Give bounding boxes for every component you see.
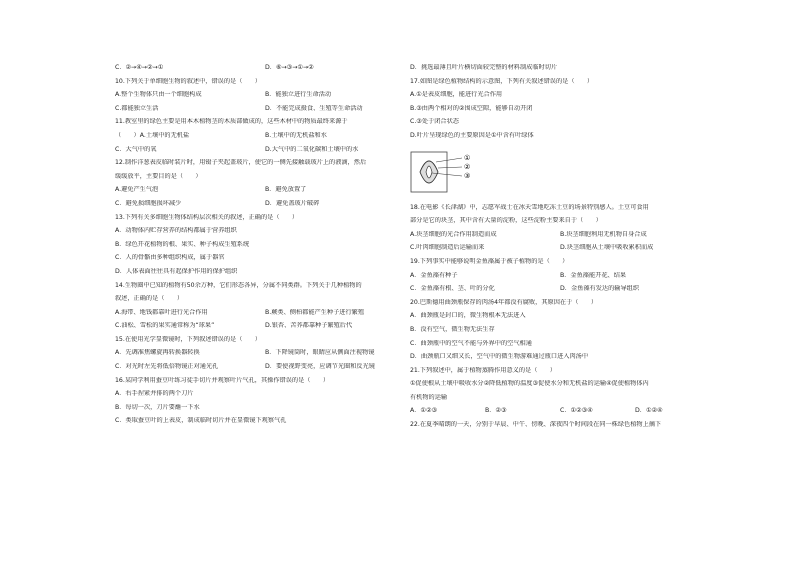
answer-option: D．要使视野变亮，应调节光圈和反光镜 xyxy=(265,363,375,371)
answer-option: C．金鱼藻有根、茎、叶的分化 xyxy=(410,285,495,293)
answer-option: A．①②③ xyxy=(410,407,438,415)
answer-option: D.银杏、苦荞都靠种子繁殖后代 xyxy=(265,322,353,330)
question-line: 13.下列有关多细胞生物体结构层次相关的叙述，正确的是（ ） xyxy=(115,213,299,221)
answer-option: B.块茎细胞利用无机物自身合成 xyxy=(560,230,647,238)
question-line: 22.在夏季晴朗的一天，分别于早晨、中午、傍晚、深夜四个时间段在同一株绿色植物上摘下 xyxy=(410,421,662,429)
question-line: D．挑选最薄且叶片横切面较完整的材料制成临时切片 xyxy=(410,64,558,71)
leaf-stomata-figure xyxy=(410,146,710,202)
right-column xyxy=(410,64,710,435)
answer-option: A.海带、地钱都靠叶进行光合作用 xyxy=(115,308,208,316)
answer-option: D.块茎细胞从土壤中吸收累积而成 xyxy=(560,244,654,252)
question-line: 20.巴斯德用曲颈瓶保存的肉汤4年都没有腐败，其原因在于（ ） xyxy=(410,298,598,306)
answer-option: C．对光时左先将低倍物镜正对通光孔 xyxy=(115,363,219,371)
answer-option: B．金鱼藻能开花、结果 xyxy=(560,271,627,279)
question-line: 部分是它的块茎，其中含有大量的淀粉，这些淀粉主要来自于（ ） xyxy=(410,217,602,225)
answer-option: C．②→④→②→① xyxy=(115,64,164,71)
answer-option: （ ）A.土壤中的无机盐 xyxy=(115,131,190,139)
question-line: D.叶片呈现绿色的主要原因是①中含有叶绿体 xyxy=(410,131,534,139)
question-line: 19.下列事实中能够说明金鱼藻属于被子植物的是（ ） xyxy=(410,257,569,265)
answer-option: D.大气中的二氧化碳和土壤中的水 xyxy=(265,145,359,153)
right-column-top xyxy=(410,64,710,146)
answer-option: B.土壤中的无机盐和水 xyxy=(265,131,327,139)
answer-option: C.都能独立生活 xyxy=(115,104,159,112)
answer-option: D．⑥→③→①→② xyxy=(265,64,314,71)
answer-option: B．②③ xyxy=(485,407,507,415)
option-row xyxy=(410,244,710,258)
question-line: 叙述，正确的是（ ） xyxy=(115,295,184,303)
question-line: D．人体表面往往具有起保护作用的保护组织 xyxy=(115,267,238,275)
question-line: 21.下列叙述中，属于植物蒸腾作用意义的是（ ） xyxy=(410,366,556,374)
figure-label-3: ③ xyxy=(464,171,471,180)
option-row xyxy=(115,91,415,105)
answer-option: B.蕨类、侧柏都能产生种子进行繁殖 xyxy=(265,308,365,316)
option-row xyxy=(115,363,415,377)
answer-option: A.块茎细胞的光合作用制造而成 xyxy=(410,230,497,238)
answer-option: D．避免盖玻片破碎 xyxy=(265,199,320,207)
answer-option: C.油松、雪松的果实通常称为“球果” xyxy=(115,322,215,330)
label-line-1 xyxy=(436,158,462,162)
question-line: 缓缓放平，主要目的是（ ） xyxy=(115,172,202,180)
figure-label-2: ② xyxy=(464,162,471,171)
question-line: A．右手捏紧并排的两个刀片 xyxy=(115,390,194,398)
option-row xyxy=(115,64,415,78)
question-line: D．曲颈瓶口又细又长，空气中的微生物游难通过瓶口进入肉汤中 xyxy=(410,353,589,361)
question-line: B．没有空气，微生物无法生存 xyxy=(410,325,495,333)
question-line: C．类取蚕豆叶的上表皮，制成临时切片并在显微镜下观察气孔 xyxy=(115,417,287,425)
answer-option: C．大气中的氧 xyxy=(115,145,157,153)
question-line: 14.生物圈中已知的植物有50余万种，它们形态各异，分属不同类群。下列关于几种植物的 xyxy=(115,281,362,289)
option-row xyxy=(115,309,415,323)
question-line: 17.如图是绿色植物结构的示意图，下列有关叙述错误的是（ ） xyxy=(410,77,594,85)
question-line: B．每切一次，刀片要蘸一下水 xyxy=(115,403,200,411)
option-row xyxy=(410,231,710,245)
answer-option: D．不能完成摄食、生殖等生命活动 xyxy=(265,104,363,112)
question-line: C．人的骨骼由多种组织构成，属于器官 xyxy=(115,254,225,262)
option-row xyxy=(115,146,415,160)
question-line: C.③处于闭合状态 xyxy=(410,118,459,126)
answer-option: C．避免损细胞损坏减少 xyxy=(115,199,182,207)
question-line: 15.在使用光学显微镜时，下列叙述错误的是（ ） xyxy=(115,335,261,343)
question-line: A.①是表皮细胞，能进行光合作用 xyxy=(410,91,503,99)
question-line: 12.制作洋葱表皮临时装片时，用镊子夹起盖玻片，使它的一侧先接触载玻片上的液滴，然后 xyxy=(115,159,367,167)
answer-option: A．先调准焦螺旋再转换器转换 xyxy=(115,349,200,357)
answer-option: A.避免产生气泡 xyxy=(115,186,159,194)
option-row xyxy=(410,285,710,299)
question-line: ①促使根从土壤中吸收水分②降低植物的温度③促使水分和无机盐的运输④促使植物体内 xyxy=(410,380,649,388)
option-row xyxy=(115,105,415,119)
answer-option: B．能独立进行生命活动 xyxy=(265,91,332,99)
figure-label-1: ① xyxy=(464,153,471,162)
answer-option: D．金鱼藻有发达的输导组织 xyxy=(560,285,640,293)
answer-option: B．避免放置了 xyxy=(265,186,307,194)
question-line: B.③由两个相对的②围成空隙，能够自动开闭 xyxy=(410,104,533,112)
answer-option: C．①②③④ xyxy=(560,407,593,415)
option-row xyxy=(410,272,710,286)
left-column xyxy=(115,64,415,431)
stomata-diagram xyxy=(410,146,490,200)
question-line: 有机物的运输 xyxy=(410,393,448,401)
answer-option: D．①②④ xyxy=(635,407,663,415)
answer-option: B．下降镜筒时，眼睛应从侧面注视物镜 xyxy=(265,349,375,357)
label-line-2 xyxy=(438,167,462,168)
right-column-bottom xyxy=(410,204,710,435)
option-row xyxy=(410,407,710,421)
question-line: A．曲颈瓶是封口的，微生物根本无法进入 xyxy=(410,312,526,320)
question-line: 10.下列关于单细胞生物的叙述中，错误的是（ ） xyxy=(115,77,261,85)
question-line: 16.某同学利用蚕豆叶练习徒手切片并观察叶片气孔，其操作错误的是（ ） xyxy=(115,376,330,384)
question-line: 11.教室里的绿色主要是用本木植物茎的木质部做成的，这些木材中的物质最终来源于 xyxy=(115,118,348,126)
answer-option: A.整个生物体只由一个细胞构成 xyxy=(115,91,202,99)
option-row xyxy=(115,322,415,336)
question-line: A．动物体内贮存营养的结构都属于营养组织 xyxy=(115,227,237,235)
answer-option: C.叶肉细胞制造后运输而来 xyxy=(410,244,485,252)
option-row xyxy=(115,349,415,363)
question-line: 18.在电影《长津湖》中，志愿军战士在冰天雪地吃冻土豆的场景特别感人。土豆可食用 xyxy=(410,203,649,211)
question-line: B．绿色开花植物的根、果实、种子构成生殖系统 xyxy=(115,240,250,248)
option-row xyxy=(115,132,415,146)
option-row xyxy=(115,200,415,214)
question-line: C．曲颈瓶中的空气不能与外界中的空气相通 xyxy=(410,339,532,347)
answer-option: A．金鱼藻有种子 xyxy=(410,271,458,279)
option-row xyxy=(115,186,415,200)
